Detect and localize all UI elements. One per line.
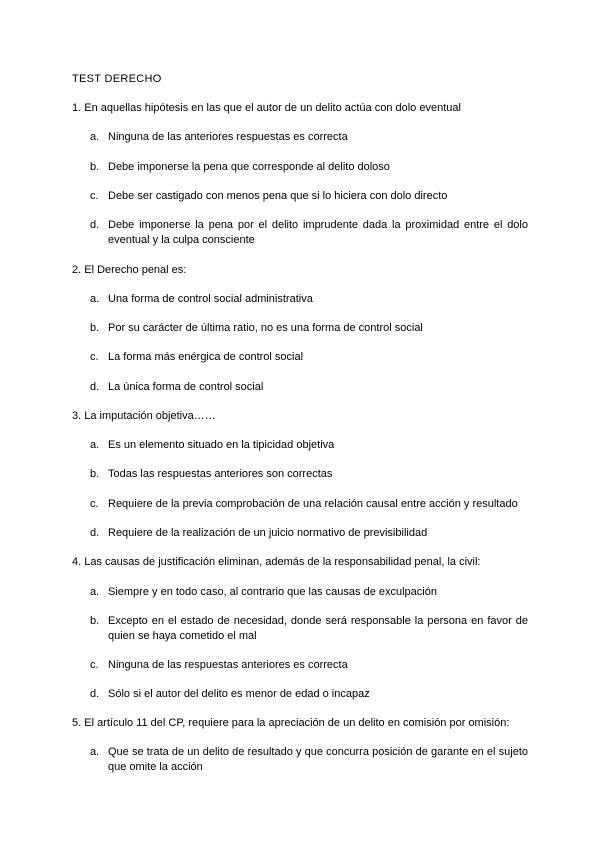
option-text: Ninguna de las anteriores respuestas es correcta (108, 131, 348, 143)
option-letter: a. (90, 131, 100, 143)
question-1-option-d (90, 218, 528, 248)
question-4-option-b (90, 614, 528, 644)
option-text: Excepto en el estado de necesidad, donde será responsable la persona en favor de quien se haya cometido el mal (108, 615, 528, 642)
option-text: La única forma de control social (108, 381, 264, 393)
option-text: Que se trata de un delito de resultado y que concurra posición de garante en el sujeto que omite la acción (108, 746, 528, 773)
option-text: Es un elemento situado en la tipicidad objetiva (108, 439, 335, 451)
option-text: Requiere de la realización de un juicio normativo de previsibilidad (108, 527, 428, 539)
option-text: Debe imponerse la pena por el delito imprudente dada la proximidad entre el dolo eventual y la culpa consciente (108, 219, 528, 246)
question-2-option-c (90, 350, 528, 365)
question-3-option-d (90, 526, 528, 541)
option-letter: b. (90, 468, 100, 480)
option-letter: b. (90, 161, 100, 173)
question-4-option-d (90, 687, 528, 702)
question-2-option-a (90, 292, 528, 307)
option-text: Debe imponerse la pena que corresponde al delito doloso (108, 161, 390, 173)
question-5-text: 5. El artículo 11 del CP, requiere para la apreciación de un delito en comisión por omisión: (72, 717, 510, 729)
option-text: Siempre y en todo caso, al contrario que las causas de exculpación (108, 586, 437, 598)
question-1-option-a (90, 130, 528, 145)
option-text: Sólo si el autor del delito es menor de edad o incapaz (108, 688, 370, 700)
option-text: La forma más enérgica de control social (108, 351, 304, 363)
option-letter: d. (90, 688, 100, 700)
question-1-option-c (90, 189, 528, 204)
option-letter: a. (90, 746, 100, 758)
option-letter: a. (90, 586, 100, 598)
option-letter: c. (90, 498, 99, 510)
question-3-option-b (90, 467, 528, 482)
question-1-option-b (90, 160, 528, 175)
option-letter: c. (90, 351, 99, 363)
option-text: Debe ser castigado con menos pena que si lo hiciera con dolo directo (108, 190, 448, 202)
question-5-option-a (90, 745, 528, 775)
option-letter: b. (90, 615, 100, 627)
option-letter: c. (90, 659, 99, 671)
question-1-text: 1. En aquellas hipótesis en las que el autor de un delito actúa con dolo eventual (72, 102, 461, 114)
option-letter: a. (90, 439, 100, 451)
question-4-text: 4. Las causas de justificación eliminan, además de la responsabilidad penal, la civil: (72, 556, 481, 568)
option-text: Por su carácter de última ratio, no es una forma de control social (108, 322, 423, 334)
option-letter: b. (90, 322, 100, 334)
question-2-text: 2. El Derecho penal es: (72, 264, 187, 276)
question-3-option-a (90, 438, 528, 453)
option-letter: a. (90, 293, 100, 305)
option-letter: d. (90, 219, 100, 231)
option-text: Ninguna de las respuestas anteriores es correcta (108, 659, 348, 671)
option-letter: c. (90, 190, 99, 202)
question-2-option-b (90, 321, 528, 336)
option-text: Todas las respuestas anteriores son correctas (108, 468, 333, 480)
question-4-option-a (90, 585, 528, 600)
option-text: Requiere de la previa comprobación de una relación causal entre acción y resultado (108, 498, 518, 510)
option-text: Una forma de control social administrativa (108, 293, 313, 305)
question-3-text: 3. La imputación objetiva…… (72, 410, 216, 422)
option-letter: d. (90, 527, 100, 539)
question-3-option-c (90, 497, 528, 512)
question-4-option-c (90, 658, 528, 673)
option-letter: d. (90, 381, 100, 393)
question-2-option-d (90, 380, 528, 395)
document-title: TEST DERECHO (72, 73, 162, 85)
